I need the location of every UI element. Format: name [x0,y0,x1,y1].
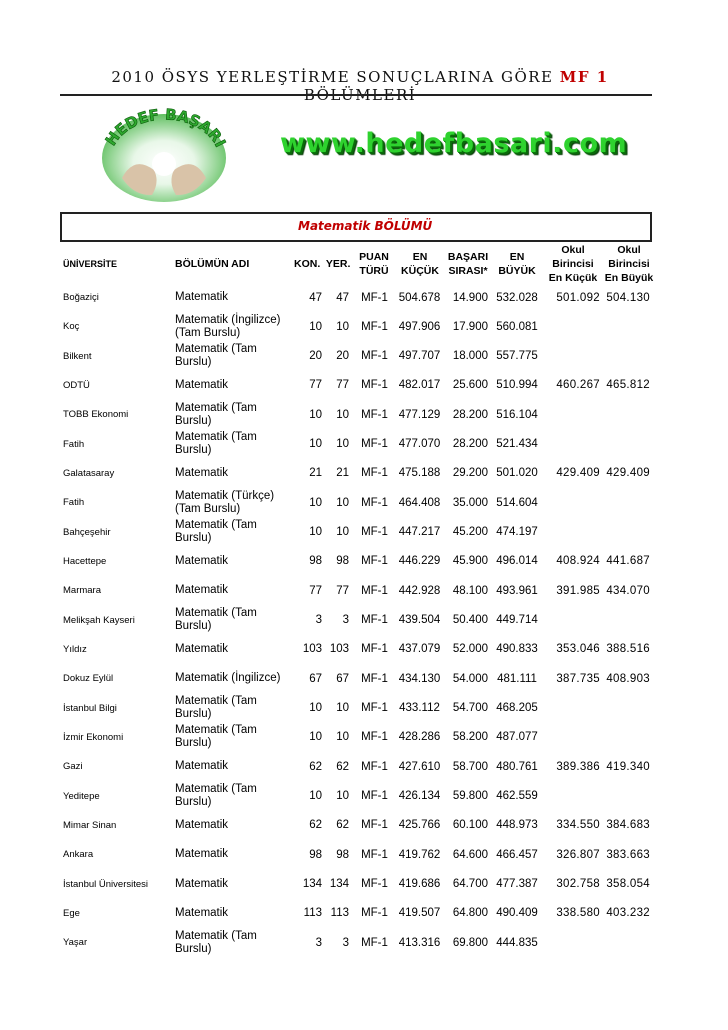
header-puan-turu: PUAN TÜRÜ [359,251,389,277]
table-row [0,782,728,811]
cell-okul-en-kucuk [548,518,600,547]
cell-okul-en-buyuk: 504.130 [606,291,650,304]
cell-okul-en-kucuk [548,312,600,341]
header-okul-birincisi-en-buyuk: Okul Birincisi En Büyük [604,244,654,284]
cell-bolum: Matematik (Tam Burslu) [175,724,257,750]
cell-puan-turu: MF-1 [361,467,388,480]
cell-basari-sirasi: 50.400 [452,614,488,627]
cell-universite: ODTÜ [63,379,90,391]
cell-universite: Melikşah Kayseri [63,614,135,626]
cell-en-kucuk: 464.408 [398,496,441,509]
cell-en-kucuk: 442.928 [398,584,441,597]
cell-okul-en-buyuk: 465.812 [606,379,650,392]
cell-okul-en-buyuk [605,928,650,957]
cell-kontenjan: 10 [309,790,322,803]
title-highlight: MF 1 [559,68,609,86]
cell-okul-en-kucuk [548,400,600,429]
cell-kontenjan: 113 [303,907,322,920]
cell-puan-turu: MF-1 [361,438,388,451]
cell-universite: Ankara [63,849,94,861]
cell-en-buyuk: 487.077 [496,731,538,744]
cell-yerlesen: 10 [336,526,349,539]
table-row [0,371,728,400]
cell-en-buyuk: 480.761 [496,760,538,773]
cell-en-buyuk: 490.409 [496,907,538,920]
cell-universite: Boğaziçi [63,292,99,303]
cell-en-kucuk: 419.762 [398,848,441,861]
cell-yerlesen: 10 [336,496,349,509]
cell-okul-en-kucuk: 326.807 [556,848,600,861]
cell-universite: Yeditepe [63,790,100,802]
cell-puan-turu: MF-1 [361,320,388,333]
cell-puan-turu: MF-1 [361,878,388,891]
table-row [0,547,728,576]
cell-universite: İstanbul Üniversitesi [63,878,149,890]
cell-bolum: Matematik (Tam Burslu) [175,783,257,809]
cell-en-kucuk: 434.130 [398,672,441,685]
cell-yerlesen: 77 [336,379,349,392]
cell-kontenjan: 10 [309,526,322,539]
cell-en-buyuk: 514.604 [496,496,538,509]
cell-yerlesen: 10 [336,790,349,803]
cell-en-kucuk: 482.017 [398,379,441,392]
cell-bolum: Matematik (Tam Burslu) [175,343,257,369]
cell-en-buyuk: 521.434 [496,438,538,451]
cell-en-buyuk: 481.111 [497,672,537,685]
cell-kontenjan: 10 [309,702,322,715]
cell-basari-sirasi: 28.200 [452,408,488,421]
cell-basari-sirasi: 45.900 [452,555,488,568]
cell-en-buyuk: 466.457 [496,848,538,861]
cell-yerlesen: 77 [336,584,349,597]
header-basari-sirasi: BAŞARI SIRASI* [447,251,489,277]
cell-basari-sirasi: 60.100 [452,819,488,832]
cell-en-kucuk: 475.188 [398,467,441,480]
table-row [0,752,728,781]
cell-kontenjan: 10 [309,408,322,421]
cell-en-buyuk: 496.014 [496,555,538,568]
cell-puan-turu: MF-1 [361,936,388,949]
cell-puan-turu: MF-1 [361,819,388,832]
cell-bolum: Matematik (İngilizce) (Tam Burslu) [175,313,281,339]
cell-en-kucuk: 425.766 [398,819,441,832]
cell-okul-en-buyuk [605,694,650,723]
cell-puan-turu: MF-1 [361,379,388,392]
site-url-logo: www.hedefbasari.com [280,128,628,159]
cell-bolum: Matematik (Tam Burslu) [175,431,257,457]
cell-universite: Hacettepe [63,555,107,567]
cell-universite: Gazi [63,761,83,773]
cell-puan-turu: MF-1 [361,907,388,920]
table-row [0,870,728,899]
cell-basari-sirasi: 45.200 [452,526,488,539]
header-okul-birincisi-en-kucuk: Okul Birincisi En Küçük [548,244,598,284]
cell-okul-en-buyuk: 419.340 [606,760,650,773]
table-row [0,635,728,664]
cell-universite: İstanbul Bilgi [63,702,117,714]
cell-okul-en-kucuk [548,342,600,371]
cell-okul-en-kucuk [548,782,600,811]
cell-en-buyuk: 560.081 [496,320,538,333]
cell-basari-sirasi: 64.600 [452,848,488,861]
page-title: 2010 ÖSYS YERLEŞTİRME SONUÇLARINA GÖRE MF 1 BÖLÜMLERİ [111,68,609,104]
cell-yerlesen: 62 [336,819,349,832]
cell-bolum: Matematik [175,291,229,303]
cell-en-buyuk: 501.020 [496,467,538,480]
hedef-basari-logo-icon [94,100,234,205]
cell-okul-en-buyuk [605,488,650,517]
cell-en-buyuk: 462.559 [496,790,538,803]
cell-okul-en-buyuk: 388.516 [606,643,650,656]
cell-okul-en-kucuk: 429.409 [556,467,600,480]
cell-universite: Ege [63,907,80,919]
cell-okul-en-buyuk [605,606,650,635]
cell-basari-sirasi: 54.700 [452,702,488,715]
cell-okul-en-kucuk [548,928,600,957]
table-row [0,723,728,752]
cell-okul-en-kucuk: 408.924 [556,555,600,568]
header-universite: ÜNİVERSİTE [63,259,118,269]
header-en-kucuk: EN KÜÇÜK [401,251,439,277]
cell-en-buyuk: 449.714 [496,614,538,627]
cell-universite: Mimar Sinan [63,819,117,831]
table-row [0,811,728,840]
cell-en-kucuk: 419.686 [398,878,441,891]
cell-basari-sirasi: 54.000 [452,672,488,685]
cell-en-kucuk: 497.707 [398,350,441,363]
cell-kontenjan: 10 [309,496,322,509]
cell-en-buyuk: 477.387 [496,878,538,891]
cell-bolum: Matematik [175,818,229,831]
cell-bolum: Matematik (Tam Burslu) [175,929,257,955]
cell-en-kucuk: 446.229 [398,555,441,568]
cell-bolum: Matematik [175,466,229,479]
cell-yerlesen: 10 [336,702,349,715]
cell-okul-en-kucuk: 501.092 [556,291,600,304]
cell-puan-turu: MF-1 [361,731,388,744]
table-row [0,664,728,693]
cell-bolum: Matematik [175,848,229,861]
logo-arc-text: HEDEF BAŞARI [101,105,230,151]
cell-kontenjan: 10 [309,320,322,333]
cell-puan-turu: MF-1 [361,408,388,421]
cell-puan-turu: MF-1 [361,672,388,685]
cell-basari-sirasi: 25.600 [452,379,488,392]
table-row [0,606,728,635]
cell-bolum: Matematik [175,906,229,919]
cell-basari-sirasi: 64.700 [452,878,488,891]
table-row [0,576,728,605]
cell-en-kucuk: 504.678 [398,291,441,304]
cell-yerlesen: 20 [336,350,349,363]
cell-yerlesen: 47 [336,291,349,304]
cell-yerlesen: 3 [342,936,349,949]
cell-bolum: Matematik (Tam Burslu) [175,695,257,721]
cell-en-buyuk: 444.835 [496,936,538,949]
cell-bolum: Matematik [175,642,229,655]
cell-universite: TOBB Ekonomi [63,409,129,421]
cell-okul-en-buyuk: 434.070 [606,584,650,597]
cell-basari-sirasi: 29.200 [452,467,488,480]
cell-puan-turu: MF-1 [361,643,388,656]
cell-basari-sirasi: 17.900 [452,320,488,333]
cell-bolum: Matematik (Tam Burslu) [175,401,257,427]
cell-en-buyuk: 448.973 [496,819,538,832]
cell-okul-en-buyuk [605,430,650,459]
cell-kontenjan: 77 [309,379,322,392]
table-row [0,430,728,459]
cell-kontenjan: 134 [302,878,322,891]
header-bolum-adi: BÖLÜMÜN ADI [175,258,250,270]
cell-okul-en-kucuk: 391.985 [556,584,600,597]
cell-basari-sirasi: 18.000 [452,350,488,363]
table-row [0,459,728,488]
header-en-buyuk: EN BÜYÜK [498,251,536,277]
cell-en-buyuk: 510.994 [496,379,538,392]
cell-en-buyuk: 516.104 [496,408,538,421]
cell-yerlesen: 10 [336,731,349,744]
section-title: Matematik BÖLÜMÜ [298,219,433,233]
cell-yerlesen: 10 [336,320,349,333]
cell-yerlesen: 67 [336,672,349,685]
cell-en-buyuk: 474.197 [496,526,538,539]
cell-universite: Bilkent [63,350,92,362]
table-row [0,928,728,957]
cell-yerlesen: 113 [330,907,349,920]
cell-puan-turu: MF-1 [361,350,388,363]
cell-okul-en-kucuk [548,606,600,635]
cell-en-kucuk: 419.507 [398,907,441,920]
cell-okul-en-kucuk: 460.267 [556,379,600,392]
cell-en-kucuk: 428.286 [398,731,441,744]
cell-kontenjan: 20 [309,350,322,363]
cell-okul-en-kucuk [548,723,600,752]
cell-en-kucuk: 426.134 [398,790,441,803]
cell-okul-en-kucuk: 338.580 [556,907,600,920]
cell-bolum: Matematik (Türkçe) (Tam Burslu) [175,489,275,515]
cell-basari-sirasi: 48.100 [452,584,488,597]
cell-okul-en-buyuk: 358.054 [606,878,650,891]
cell-kontenjan: 3 [315,936,322,949]
cell-yerlesen: 134 [329,878,349,891]
cell-bolum: Matematik (Tam Burslu) [175,607,257,633]
cell-universite: Galatasaray [63,467,115,479]
cell-universite: Fatih [63,438,85,450]
table-row [0,488,728,517]
title-divider [60,94,652,96]
table-row [0,342,728,371]
table-row [0,694,728,723]
cell-basari-sirasi: 69.800 [452,936,488,949]
cell-en-buyuk: 493.961 [496,584,538,597]
cell-yerlesen: 62 [336,760,349,773]
cell-puan-turu: MF-1 [361,584,388,597]
cell-kontenjan: 10 [309,438,322,451]
cell-okul-en-buyuk [605,723,650,752]
cell-kontenjan: 3 [315,614,322,627]
cell-puan-turu: MF-1 [361,760,388,773]
cell-universite: Fatih [63,497,85,509]
cell-okul-en-kucuk: 353.046 [556,643,600,656]
cell-bolum: Matematik [175,877,229,890]
table-row [0,518,728,547]
cell-puan-turu: MF-1 [361,848,388,861]
cell-okul-en-buyuk [605,400,650,429]
cell-bolum: Matematik [175,554,229,567]
cell-puan-turu: MF-1 [361,614,388,627]
cell-puan-turu: MF-1 [361,291,388,304]
cell-yerlesen: 103 [329,643,349,656]
cell-en-kucuk: 413.316 [398,936,441,949]
cell-basari-sirasi: 59.800 [452,790,488,803]
cell-kontenjan: 98 [309,555,322,568]
cell-basari-sirasi: 28.200 [452,438,488,451]
cell-okul-en-buyuk: 383.663 [606,848,650,861]
cell-basari-sirasi: 35.000 [452,496,488,509]
table-row [0,400,728,429]
table-row [0,840,728,869]
cell-en-kucuk: 477.070 [398,438,441,451]
table-row [0,283,728,312]
cell-kontenjan: 10 [309,731,322,744]
cell-en-buyuk: 490.833 [496,643,538,656]
cell-kontenjan: 103 [302,643,322,656]
cell-okul-en-kucuk: 387.735 [556,672,600,685]
cell-okul-en-buyuk: 384.683 [606,819,650,832]
cell-kontenjan: 62 [309,819,322,832]
cell-universite: Yıldız [63,643,87,655]
cell-bolum: Matematik [175,378,229,391]
table-row [0,312,728,341]
cell-yerlesen: 21 [336,467,349,480]
cell-okul-en-kucuk: 389.386 [556,760,600,773]
cell-en-kucuk: 427.610 [398,760,441,773]
cell-en-buyuk: 532.028 [496,291,538,304]
cell-basari-sirasi: 58.200 [452,731,488,744]
cell-okul-en-buyuk [605,782,650,811]
cell-okul-en-buyuk: 429.409 [606,467,650,480]
cell-okul-en-kucuk [548,488,600,517]
cell-puan-turu: MF-1 [361,526,388,539]
cell-en-kucuk: 433.112 [399,702,440,715]
cell-en-kucuk: 497.906 [398,320,441,333]
cell-yerlesen: 10 [336,438,349,451]
cell-en-kucuk: 477.129 [398,408,441,421]
cell-okul-en-kucuk: 302.758 [556,878,600,891]
cell-kontenjan: 67 [309,672,322,685]
cell-en-buyuk: 557.775 [496,350,538,363]
cell-yerlesen: 3 [342,614,349,627]
cell-yerlesen: 10 [336,408,349,421]
cell-universite: Bahçeşehir [63,526,111,538]
cell-okul-en-kucuk [548,694,600,723]
cell-universite: Dokuz Eylül [63,673,114,685]
cell-okul-en-buyuk: 408.903 [606,672,650,685]
cell-okul-en-buyuk: 441.687 [606,555,650,568]
cell-okul-en-buyuk [605,342,650,371]
cell-okul-en-kucuk: 334.550 [556,819,600,832]
cell-universite: İzmir Ekonomi [63,731,124,743]
cell-basari-sirasi: 58.700 [452,760,488,773]
cell-yerlesen: 98 [336,848,349,861]
cell-okul-en-buyuk [605,312,650,341]
cell-en-kucuk: 447.217 [398,526,441,539]
cell-en-kucuk: 437.079 [398,643,441,656]
cell-kontenjan: 47 [309,291,322,304]
cell-okul-en-buyuk [605,518,650,547]
cell-bolum: Matematik [175,584,229,597]
cell-puan-turu: MF-1 [361,790,388,803]
cell-puan-turu: MF-1 [361,496,388,509]
cell-en-buyuk: 468.205 [496,702,538,715]
cell-universite: Koç [63,321,80,333]
cell-kontenjan: 77 [309,584,322,597]
header-kon-yer: KON. YER. [294,258,351,270]
cell-kontenjan: 21 [309,467,322,480]
cell-bolum: Matematik (İngilizce) [175,672,281,685]
cell-kontenjan: 98 [309,848,322,861]
cell-yerlesen: 98 [336,555,349,568]
cell-basari-sirasi: 14.900 [452,291,488,304]
cell-universite: Marmara [63,585,102,597]
table-row [0,899,728,928]
cell-puan-turu: MF-1 [361,702,388,715]
cell-puan-turu: MF-1 [361,555,388,568]
cell-kontenjan: 62 [309,760,322,773]
cell-okul-en-buyuk: 403.232 [606,907,650,920]
cell-bolum: Matematik (Tam Burslu) [175,519,257,545]
cell-bolum: Matematik [175,760,229,773]
cell-okul-en-kucuk [548,430,600,459]
cell-universite: Yaşar [63,937,88,949]
cell-basari-sirasi: 64.800 [452,907,488,920]
cell-en-kucuk: 439.504 [398,614,441,627]
cell-basari-sirasi: 52.000 [452,643,488,656]
